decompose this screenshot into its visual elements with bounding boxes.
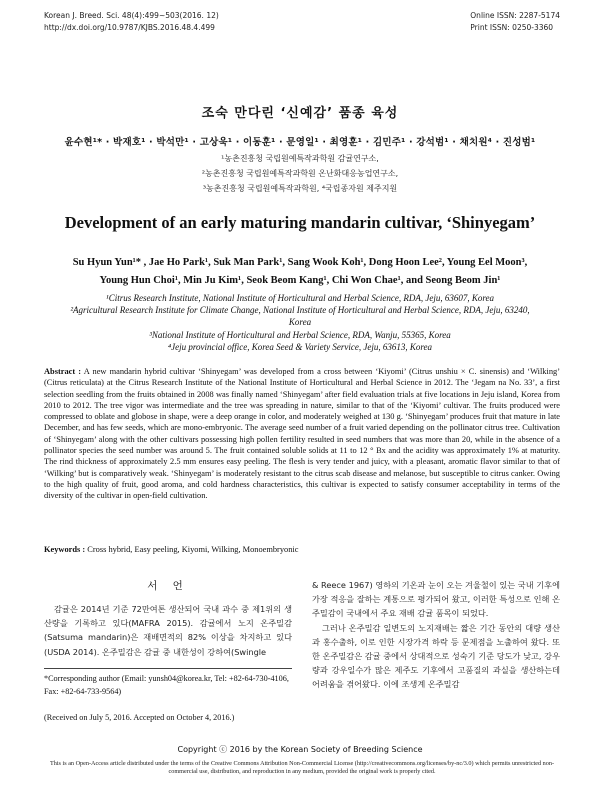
- journal-header-left: [44, 10, 219, 34]
- abstract: [44, 366, 560, 502]
- abstract-label: Abstract :: [44, 367, 82, 376]
- footnote-divider: [44, 668, 292, 669]
- english-authors-line: Young Hun Choi¹, Min Ju Kim¹, Seok Beom Kang¹, Chi Won Chae¹, and Seong Beom Jin¹: [99, 275, 501, 286]
- korean-authors: 윤수현¹* · 박재호¹ · 박석만¹ · 고상욱¹ · 이동훈¹ · 문영일¹ · 최영훈¹ · 김민주¹ · 강석범¹ · 채치원⁴ · 진성범¹: [64, 137, 536, 148]
- section-heading: 서 언: [147, 580, 189, 592]
- korean-affiliation: ¹농촌진흥청 국립원예특작과학원 감귤연구소,: [221, 154, 379, 163]
- korean-affiliations: [0, 151, 600, 196]
- english-affiliation: ³National Institute of Horticultural and Herbal Science, RDA, Wanju, 55365, Korea: [149, 329, 451, 340]
- korean-affiliation: ³농촌진흥청 국립원예특작과학원, ⁴국립종자원 제주지원: [202, 184, 398, 193]
- keywords: [44, 545, 560, 554]
- english-affiliation: ²Agricultural Research Institute for Climate Change, National Institute of Horticultural and Herbal Science, RDA, Jeju, 63240, Korea: [70, 305, 530, 328]
- journal-citation: Korean J. Breed. Sci. 48(4):499~503(2016. 12): [44, 11, 219, 20]
- journal-header-right: [470, 10, 560, 34]
- body-right-column: [312, 578, 560, 692]
- english-authors: [70, 254, 530, 290]
- body-paragraph: & Reece 1967) 영하의 기온과 눈이 오는 겨울철이 있는 국내 기후에 가장 적응을 잘하는 계통으로 평가되어 왔고, 이러한 특성으로 인해 온주밀감이 국내에서 주요 재배 감귤 품목이 되었다.: [312, 580, 560, 619]
- body-paragraph: 그러나 온주밀감 일변도의 노지재배는 짧은 기간 동안의 대량 생산과 홍수출하, 이로 인한 시장가격 하락 등 문제점을 노출하여 왔다. 또한 온주밀감은 감귤 중에서 상대적으로 성숙기 기준 당도가 낮고, 강우량과 강우일수가 많은 제주도 기후에서 고품질의 과실을 생산하는데 어려움을 겪어왔다. 이에 조생계 온주밀감: [312, 622, 560, 690]
- english-authors-line: Su Hyun Yun¹* , Jae Ho Park¹, Suk Man Park¹, Sang Wook Koh¹, Dong Hoon Lee², Young Eel Moon³,: [72, 257, 528, 268]
- korean-affiliation: ²농촌진흥청 국립원예특작과학원 온난화대응농업연구소,: [201, 169, 399, 178]
- print-issn: Print ISSN: 0250-3360: [470, 23, 554, 32]
- copyright: Copyright ⓒ 2016 by the Korean Society of Breeding Science: [177, 745, 423, 754]
- english-affiliation: ¹Citrus Research Institute, National Institute of Horticultural and Herbal Science, RDA, Jeju, 63607, Korea: [106, 293, 494, 303]
- keywords-label: Keywords :: [44, 545, 86, 554]
- korean-title: 조숙 만다린 ‘신예감’ 품종 육성: [201, 106, 399, 121]
- corresponding-author: *Corresponding author (Email: yunsh04@korea.kr, Tel: +82-64-730-4106, Fax: +82-64-733-9564): [44, 674, 289, 696]
- keywords-text: Cross hybrid, Easy peeling, Kiyomi, Wilking, Monoembryonic: [87, 545, 299, 554]
- abstract-text: A new mandarin hybrid cultivar ‘Shinyegam’ was developed from a cross between ‘Kiyomi’ (Citrus unshiu × C. sinensis) and ‘Wilking’ (Citrus reticulata) at the Citrus Research Institute of the National Institute of Horticultural and Herbal Science in 2012. The ‘Jegam na No. 33’, a first selection seedling from the fruits obtained in 2008 was finally named ‘Shinyegam’ after field evaluation trials at five locations in Jeju island, Korea from 2010 to 2012. The tree vigor was intermediate and the tree was spreading in nature, similar to that of the ‘Kiyomi’ cultivar. The fruits produced were compressed to oblate and globose in shape, were a deep orange in color, and moderately weighed at 130 g. ‘Shinyegam’ produces fruit that mature in late December, and has few seeds, which are mono-embryonic. The average seed number of a fruit varied depending on the pollinator citrus tree. Cultivation of ‘Shinyegam’ along with the other cultivars possessing high pollen fertility resulted in seed numbers that was more than 20, while in the absence of a pollinator species the seed number was around 5. The fruit contained soluble solids at 11 to 12 ° Bx and the acidity was approximately 1% at maturity. The rind thickness of approximately 2.5 mm ensures easy peeling. The flesh is very tender and juicy, with a pleasant, aromatic flavor similar to that of ‘Wilking’ but is comparatively weak. ‘Shinyegam’ is moderately resistant to the citrus scab disease and melanose, but susceptible to citrus canker. Owing to the high quality of fruit, good aroma, and cold hardness characteristics, this cultivar is expected to satisfy consumer acceptability in terms of the diversity of the cultivar in open-field cultivation.: [44, 367, 560, 501]
- license-text: This is an Open-Access article distributed under the terms of the Creative Commons Attribution Non-Commercial License (http://creativecommons.org/licenses/by-nc/3.0) which permits unrestricted non-commercial use, distribution, and reproduction in any medium, provided the original work is properly cited.: [49, 760, 555, 775]
- received-dates: (Received on July 5, 2016. Accepted on October 4, 2016.): [44, 713, 235, 722]
- english-affiliations: [60, 292, 540, 353]
- doi-link[interactable]: http://dx.doi.org/10.9787/KJBS.2016.48.4.499: [44, 23, 215, 32]
- body-left-column: [44, 602, 292, 659]
- body-paragraph: 감귤은 2014년 기준 72만여톤 생산되어 국내 과수 중 제1위의 생산량을 기록하고 있다(MAFRA 2015). 감귤에서 노지 온주밀감(Satsuma mandarin)은 재배면적의 82% 이상을 차지하고 있다(USDA 2014). 온주밀감은 감귤 중 내한성이 강하여(Swingle: [44, 604, 292, 657]
- english-title: Development of an early maturing mandarin cultivar, ‘Shinyegam’: [64, 213, 536, 232]
- english-affiliation: ⁴Jeju provincial office, Korea Seed & Variety Service, Jeju, 63613, Korea: [167, 341, 433, 352]
- online-issn: Online ISSN: 2287-5174: [470, 11, 560, 20]
